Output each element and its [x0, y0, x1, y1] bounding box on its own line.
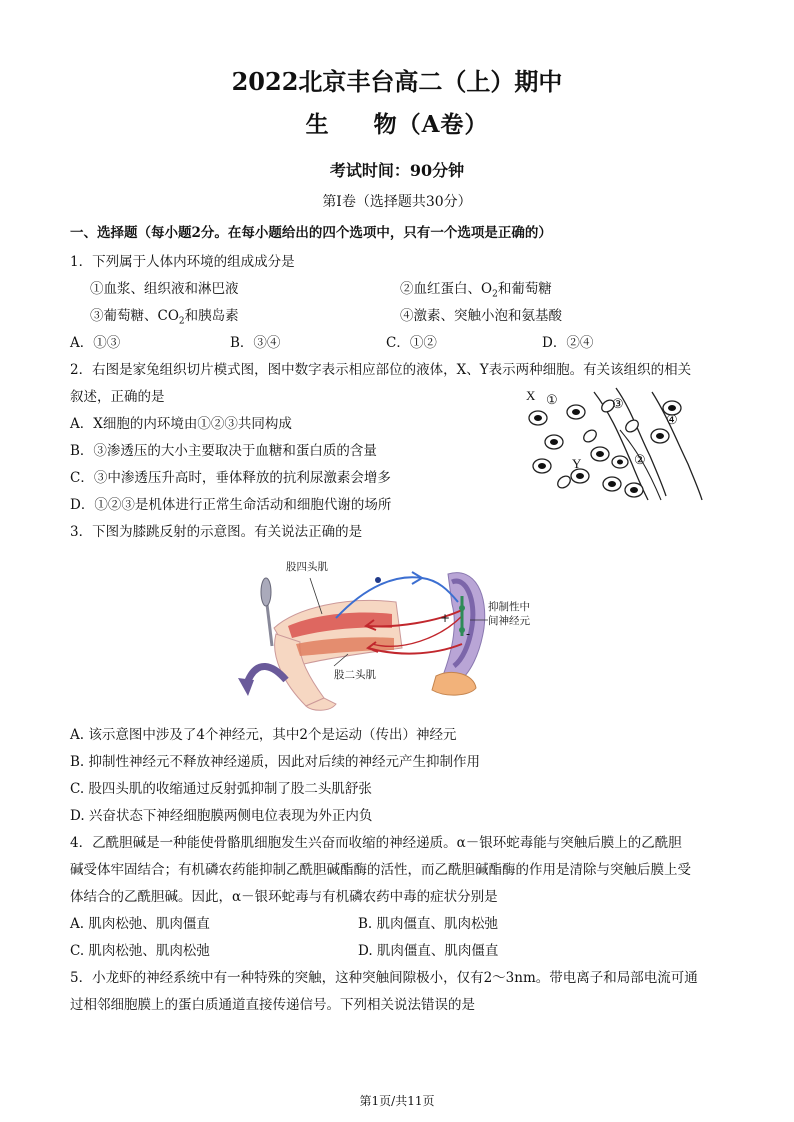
q4-option-d[interactable]: D. 肌肉僵直、肌肉僵直 [358, 943, 499, 959]
q3-option-c[interactable]: C. 股四头肌的收缩通过反射弧抑制了股二头肌舒张 [70, 781, 372, 797]
q1-stem: 1．下列属于人体内环境的组成成分是 [70, 254, 295, 270]
exam-title: 2022北京丰台高二（上）期中 [231, 67, 563, 96]
q1-option-d[interactable]: D．②④ [542, 335, 594, 351]
q3-stem: 3．下图为膝跳反射的示意图。有关说法正确的是 [70, 524, 363, 540]
label-inhibitory-1: 抑制性中 [488, 601, 530, 613]
q3-option-d[interactable]: D. 兴奋状态下神经细胞膜两侧电位表现为外正内负 [70, 808, 373, 824]
q5-stem-2: 过相邻细胞膜上的蛋白质通道直接传递信号。下列相关说法错误的是 [70, 997, 475, 1013]
q4-stem-2: 碱受体牢固结合；有机磷农药能抑制乙酰胆碱酯酶的活性，而乙酰胆碱酯酶的作用是清除与突触后膜上受 [70, 862, 691, 878]
q2-option-d[interactable]: D．①②③是机体进行正常生命活动和细胞代谢的场所 [70, 497, 392, 513]
q3-option-b[interactable]: B. 抑制性神经元不释放神经递质，因此对后续的神经元产生抑制作用 [70, 754, 481, 770]
q4-stem-1: 4．乙酰胆碱是一种能使骨骼肌细胞发生兴奋而收缩的神经递质。α－银环蛇毒能与突触后膜上的乙酰胆 [70, 835, 682, 851]
subject-char: 生 [305, 111, 330, 138]
label-2: ② [634, 452, 646, 467]
label-4: ④ [666, 412, 678, 427]
tissue-section-figure [516, 384, 706, 502]
knee-jerk-reflex-figure [226, 556, 552, 716]
q2-option-a[interactable]: A．X细胞的内环境由①②③共同构成 [70, 416, 292, 432]
q4-option-b[interactable]: B. 肌肉僵直、肌肉松弛 [358, 916, 499, 932]
subject-rest: 物（A卷） [373, 111, 489, 138]
q4-stem-3: 体结合的乙酰胆碱。因此，α－银环蛇毒与有机磷农药中毒的症状分别是 [70, 889, 498, 905]
section-heading: 一、选择题（每小题2分。在每小题给出的四个选项中，只有一个选项是正确的） [70, 225, 552, 241]
label-3: ③ [612, 396, 624, 411]
label-1: ① [546, 392, 558, 407]
q3-option-a[interactable]: A. 该示意图中涉及了4个神经元，其中2个是运动（传出）神经元 [70, 727, 457, 743]
label-quadriceps: 股四头肌 [286, 561, 328, 573]
page-footer: 第1页/共11页 [359, 1094, 435, 1108]
label-biceps-femoris: 股二头肌 [334, 669, 376, 681]
q4-option-a[interactable]: A. 肌肉松弛、肌肉僵直 [70, 916, 210, 932]
q2-option-b[interactable]: B．③渗透压的大小主要取决于血糖和蛋白质的含量 [70, 443, 377, 459]
part-title: 第I卷（选择题共30分） [322, 194, 472, 210]
q2-stem-2: 叙述，正确的是 [70, 389, 165, 405]
exam-time: 考试时间：90分钟 [329, 161, 465, 180]
q1-item-3: ③葡萄糖、$CO_2$和胰岛素 [90, 308, 239, 327]
label-plus: + [440, 611, 451, 625]
subject-title [0, 106, 794, 139]
label-x: X [526, 388, 536, 403]
label-inhibitory-2: 间神经元 [488, 615, 530, 627]
q1-item-2: ②血红蛋白、$O_2$和葡萄糖 [400, 281, 552, 300]
q2-option-c[interactable]: C．③中渗透压升高时，垂体释放的抗利尿激素会增多 [70, 470, 391, 486]
q2-stem-1: 2．右图是家兔组织切片模式图，图中数字表示相应部位的液体，X、Y表示两种细胞。有关该组织的相关 [70, 362, 692, 378]
q1-option-a[interactable]: A．①③ [70, 335, 121, 351]
q1-item-1: ①血浆、组织液和淋巴液 [90, 281, 239, 297]
q1-option-b[interactable]: B．③④ [230, 335, 281, 351]
q4-option-c[interactable]: C. 肌肉松弛、肌肉松弛 [70, 943, 210, 959]
label-y: Y [572, 456, 582, 471]
label-minus: - [466, 627, 471, 641]
q5-stem-1: 5．小龙虾的神经系统中有一种特殊的突触，这种突触间隙极小，仅有2～3nm。带电离子和局部电流可通 [70, 970, 698, 986]
q1-option-c[interactable]: C．①② [386, 335, 437, 351]
q1-item-4: ④激素、突触小泡和氨基酸 [400, 308, 562, 324]
